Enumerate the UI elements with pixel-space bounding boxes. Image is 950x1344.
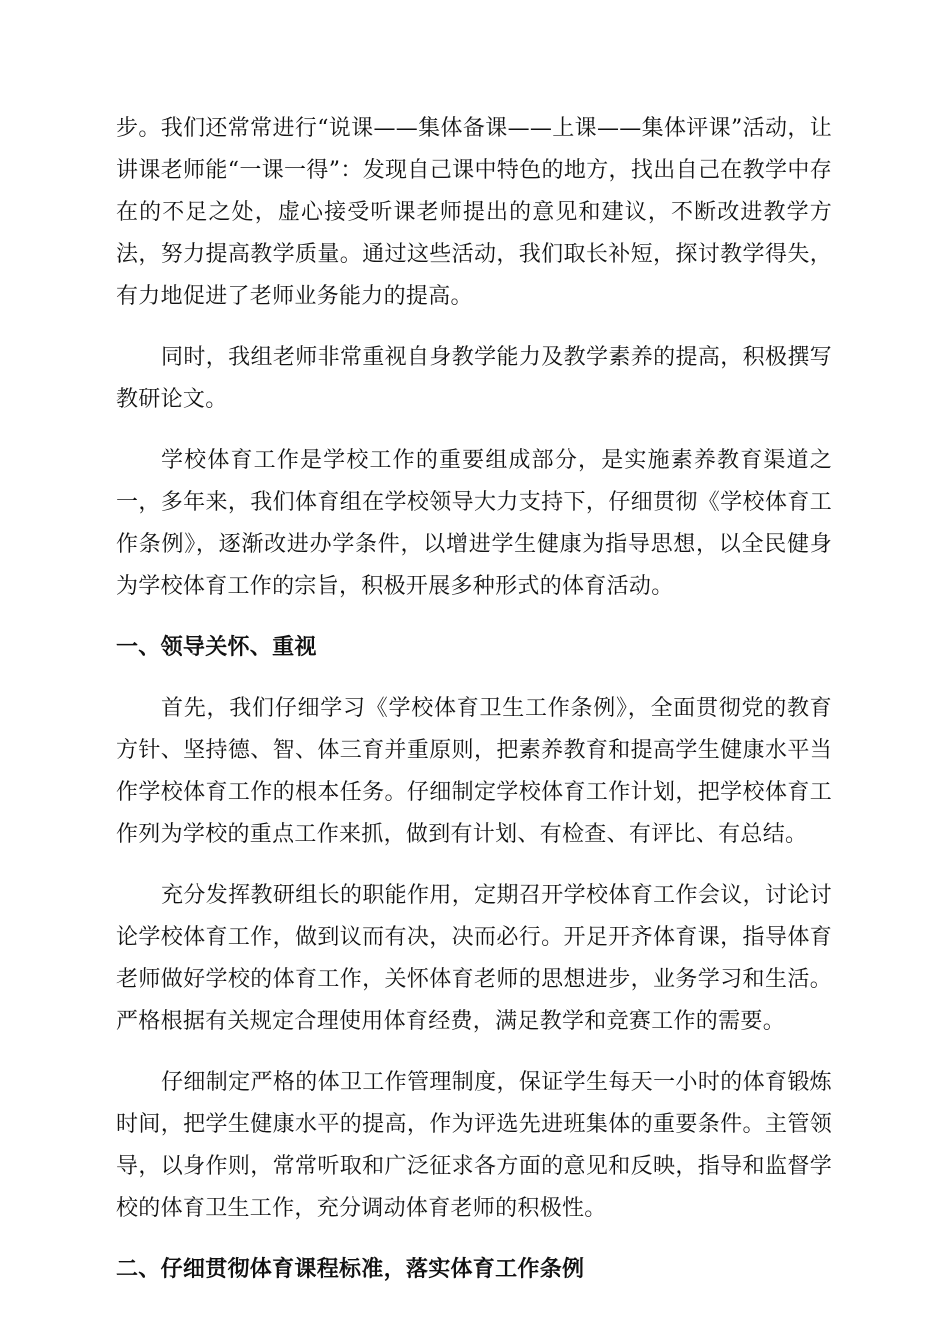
paragraph-continuation: 步。我们还常常进行“说课——集体备课——上课——集体评课”活动，让讲课老师能“一课一得”：发现自己课中特色的地方，找出自己在教学中存在的不足之处，虚心接受听课老师提出的意见和建议，不断改进教学方法，努力提高教学质量。通过这些活动，我们取长补短，探讨教学得失，有力地促进了老师业务能力的提高。	[116, 116, 832, 309]
document-body	[116, 108, 832, 1310]
section-heading-2: 二、仔细贯彻体育课程标准，落实体育工作条例	[116, 1257, 585, 1282]
section-heading-1: 一、领导关怀、重视	[116, 635, 317, 660]
paragraph-study-regulations: 首先，我们仔细学习《学校体育卫生工作条例》，全面贯彻党的教育方针、坚持德、智、体三育并重原则，把素养教育和提高学生健康水平当作学校体育工作的根本任务。仔细制定学校体育工作计划，把学校体育工作列为学校的重点工作来抓，做到有计划、有检查、有评比、有总结。	[116, 696, 832, 847]
paragraph-research-papers: 同时，我组老师非常重视自身教学能力及教学素养的提高，积极撰写教研论文。	[116, 345, 832, 412]
paragraph-pe-overview: 学校体育工作是学校工作的重要组成部分，是实施素养教育渠道之一，多年来，我们体育组在学校领导大力支持下，仔细贯彻《学校体育工作条例》，逐渐改进办学条件，以增进学生健康为指导思想，以全民健身为学校体育工作的宗旨，积极开展多种形式的体育活动。	[116, 448, 832, 599]
paragraph-management-system: 仔细制定严格的体卫工作管理制度，保证学生每天一小时的体育锻炼时间，把学生健康水平的提高，作为评选先进班集体的重要条件。主管领导，以身作则，常常听取和广泛征求各方面的意见和反映，指导和监督学校的体育卫生工作，充分调动体育老师的积极性。	[116, 1070, 832, 1221]
paragraph-team-leader-role: 充分发挥教研组长的职能作用，定期召开学校体育工作会议，讨论讨论学校体育工作，做到议而有决，决而必行。开足开齐体育课，指导体育老师做好学校的体育工作，关怀体育老师的思想进步，业务学习和生活。严格根据有关规定合理使用体育经费，满足教学和竞赛工作的需要。	[116, 883, 832, 1034]
